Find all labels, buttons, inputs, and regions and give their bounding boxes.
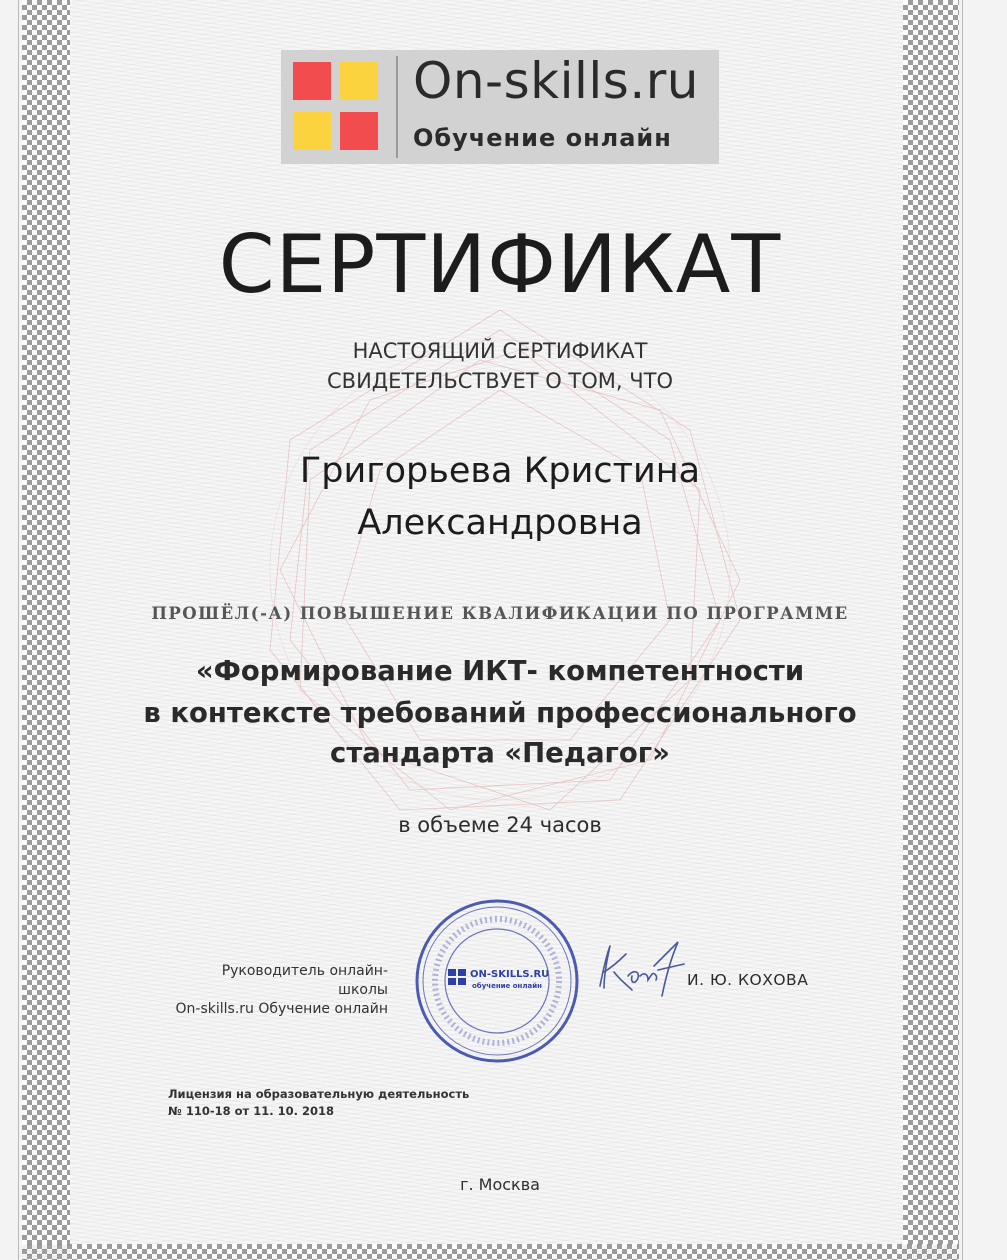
- school-head-label: [168, 962, 388, 1019]
- on-skills-logo: [281, 50, 719, 164]
- passed-statement: ПРОШЁЛ(-А) ПОВЫШЕНИЕ КВАЛИФИКАЦИИ ПО ПРОГРАММЕ: [151, 604, 849, 623]
- handwritten-signature: [592, 936, 702, 1006]
- logo-red-square: [293, 62, 331, 100]
- left-checkered-border: [22, 0, 70, 1260]
- program-line-1: «Формирование ИКТ- компетентности: [195, 655, 805, 687]
- right-checkered-border: [903, 0, 959, 1260]
- right-edge-line: [962, 0, 963, 1260]
- stamp-subtitle: обучение онлайн: [472, 982, 542, 990]
- official-stamp: [412, 896, 582, 1066]
- school-head-line-1: Руководитель онлайн- школы: [221, 963, 388, 998]
- logo-divider: [396, 56, 398, 158]
- logo-yellow-square: [293, 112, 331, 150]
- intro-line-1: НАСТОЯЩИЙ СЕРТИФИКАТ: [352, 339, 648, 363]
- left-edge-line: [18, 0, 19, 1260]
- city: г. Москва: [460, 1175, 540, 1194]
- license-line-1: Лицензия на образовательную деятельность: [168, 1087, 470, 1101]
- logo-yellow-square: [340, 62, 378, 100]
- course-volume: в объеме 24 часов: [398, 813, 602, 837]
- logo-red-square: [340, 112, 378, 150]
- intro-line-2: СВИДЕТЕЛЬСТВУЕТ О ТОМ, ЧТО: [327, 369, 673, 393]
- bottom-checkered-border: [22, 1244, 959, 1260]
- recipient-name-line-2: Александровна: [357, 503, 643, 543]
- logo-subtitle: Обучение онлайн: [413, 124, 672, 152]
- certificate-title: СЕРТИФИКАТ: [218, 218, 782, 311]
- school-head-line-2: On-skills.ru Обучение онлайн: [175, 1001, 388, 1017]
- program-line-3: стандарта «Педагог»: [330, 737, 670, 769]
- program-line-2: в контексте требований профессионального: [143, 697, 857, 729]
- stamp-title: ON-SKILLS.RU: [470, 969, 550, 980]
- license-info: [168, 1086, 469, 1120]
- logo-title: On-skills.ru: [413, 52, 699, 110]
- recipient-name-line-1: Григорьева Кристина: [299, 451, 701, 491]
- license-line-2: № 110-18 от 11. 10. 2018: [168, 1104, 334, 1118]
- signer-name: И. Ю. КОХОВА: [687, 971, 809, 989]
